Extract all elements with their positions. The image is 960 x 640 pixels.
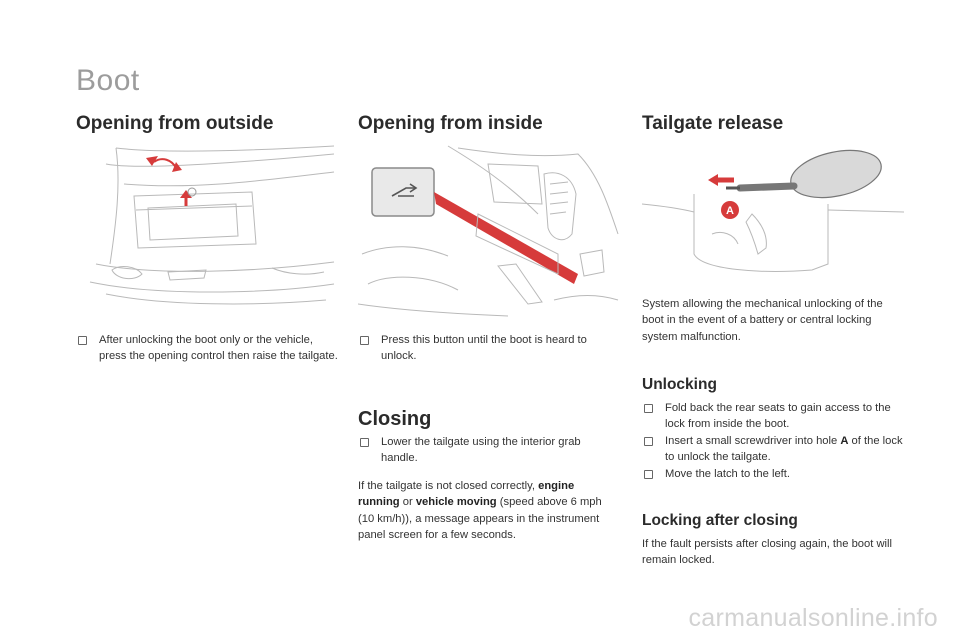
closing-bullet: Lower the tailgate using the interior grab handle. xyxy=(358,434,610,467)
unlocking-steps xyxy=(642,400,908,482)
tailgate-release-illustration xyxy=(642,144,904,274)
label-a-badge: A xyxy=(726,205,734,217)
interior-button-illustration xyxy=(358,144,620,320)
outside-instructions xyxy=(76,332,342,365)
closing-instructions xyxy=(358,434,610,467)
heading-locking-after-closing: Locking after closing xyxy=(642,512,798,529)
heading-unlocking: Unlocking xyxy=(642,376,717,393)
inside-bullet: Press this button until the boot is heard to unlock. xyxy=(358,332,620,365)
heading-tailgate-release: Tailgate release xyxy=(642,113,784,134)
heading-closing: Closing xyxy=(358,408,432,430)
heading-opening-outside: Opening from outside xyxy=(76,113,274,134)
unlocking-step-3: Move the latch to the left. xyxy=(642,466,908,482)
unlocking-step-2: Insert a small screwdriver into hole A of the lock to unlock the tailgate. xyxy=(642,433,908,466)
locking-paragraph: If the fault persists after closing again, the boot will remain locked. xyxy=(642,538,892,567)
term-engine-running: engine running xyxy=(358,480,575,509)
outside-bullet: After unlocking the boot only or the vehicle, press the opening control then raise the tailgate. xyxy=(76,332,342,365)
watermark: carmanualsonline.info xyxy=(688,604,938,632)
unlocking-step-1: Fold back the rear seats to gain access to the lock from inside the boot. xyxy=(642,400,908,433)
rear-boot-illustration xyxy=(76,144,336,320)
inside-instructions xyxy=(358,332,620,365)
heading-opening-inside: Opening from inside xyxy=(358,113,543,134)
term-vehicle-moving: vehicle moving xyxy=(415,496,497,509)
tailgate-intro-paragraph: System allowing the mechanical unlocking of the boot in the event of a battery or central locking system malfunction. xyxy=(642,298,883,343)
page-title: Boot xyxy=(76,64,140,97)
closing-warning-paragraph: If the tailgate is not closed correctly, engine running or vehicle moving (speed above 6 mph (10 km/h)), a message appears in the instrument panel screen for a few seconds. xyxy=(358,480,602,542)
